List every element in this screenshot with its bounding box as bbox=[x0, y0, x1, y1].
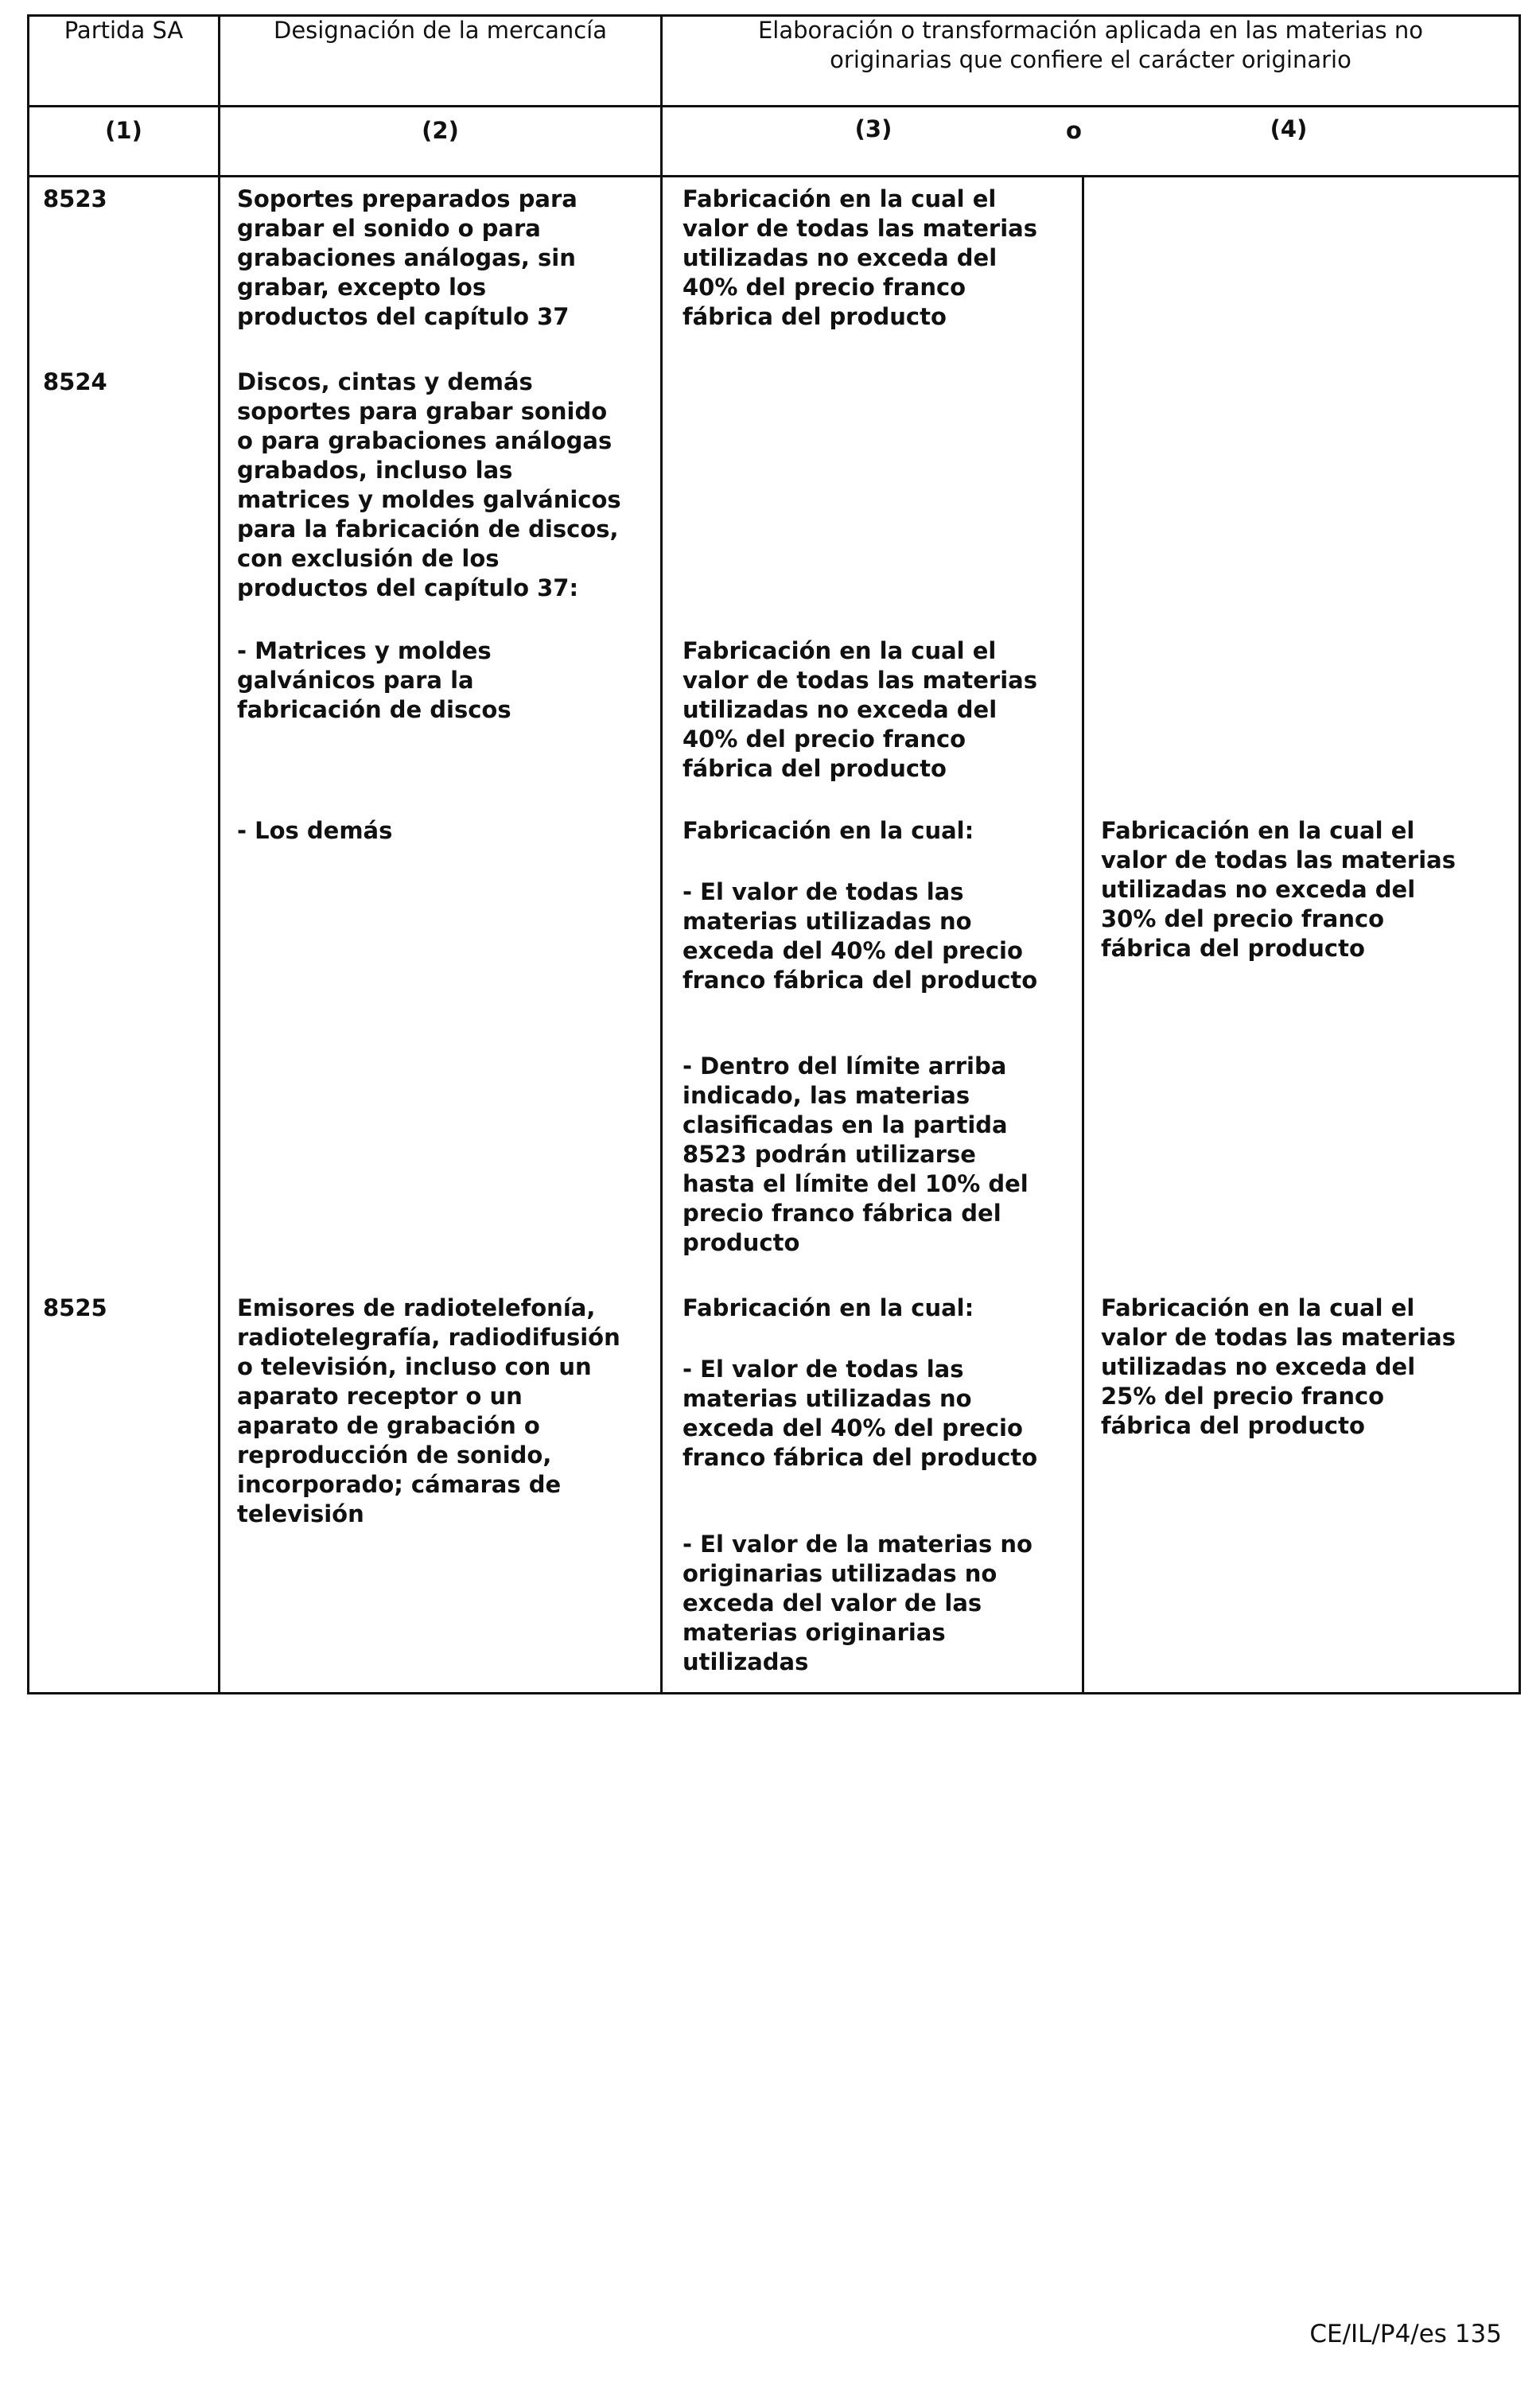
designation-text: Discos, cintas y demás soportes para grabar sonido o para grabaciones análogas grabados, incluso las matrices y moldes galvánicos para la fabricación de discos, con exclusión de los productos del capítulo 37: bbox=[237, 368, 621, 601]
column-divider bbox=[1082, 177, 1084, 1694]
partida-code: 8523 bbox=[43, 185, 107, 212]
designation-text: - Matrices y moldes galvánicos para la fabricación de discos bbox=[237, 637, 511, 723]
partida-code: 8524 bbox=[43, 368, 107, 395]
rule-col3-condition: - El valor de la materias no originarias utilizadas no exceda del valor de las materias originarias utilizadas bbox=[682, 1531, 1032, 1675]
designation-text: - Los demás bbox=[237, 817, 393, 844]
header-rule bbox=[27, 105, 1521, 107]
page-reference: CE/IL/P4/es 135 bbox=[1309, 2320, 1502, 2348]
header-designacion: Designación de la mercancía bbox=[274, 17, 607, 44]
rule-col3-condition: - El valor de todas las materias utilizadas no exceda del 40% del precio franco fábrica del producto bbox=[682, 878, 1038, 994]
subheader-col3: (3) bbox=[854, 115, 892, 142]
header-elaboracion: Elaboración o transformación aplicada en las materias no originarias que confiere el carácter originario bbox=[757, 17, 1423, 73]
rule-col3-intro: Fabricación en la cual: bbox=[682, 817, 974, 844]
subheader-or: o bbox=[1066, 117, 1082, 144]
column-divider bbox=[218, 14, 220, 1694]
partida-code: 8525 bbox=[43, 1294, 107, 1321]
rule-col4-text: Fabricación en la cual el valor de todas las materias utilizadas no exceda del 25% del precio franco fábrica del producto bbox=[1101, 1294, 1456, 1439]
rule-col3-intro: Fabricación en la cual: bbox=[682, 1294, 974, 1321]
rule-col4-text: Fabricación en la cual el valor de todas las materias utilizadas no exceda del 30% del precio franco fábrica del producto bbox=[1101, 817, 1456, 962]
column-divider bbox=[660, 14, 663, 1694]
subheader-col1: (1) bbox=[105, 117, 142, 144]
header-partida: Partida SA bbox=[64, 17, 184, 44]
subheader-col2: (2) bbox=[422, 117, 459, 144]
rule-col3-condition: - Dentro del límite arriba indicado, las materias clasificadas en la partida 8523 podrán utilizarse hasta el límite del 10% del precio franco fábrica del producto bbox=[682, 1052, 1029, 1256]
rule-col3-text: Fabricación en la cual el valor de todas las materias utilizadas no exceda del 40% del precio franco fábrica del producto bbox=[682, 637, 1037, 782]
rule-col3-condition: - El valor de todas las materias utilizadas no exceda del 40% del precio franco fábrica del producto bbox=[682, 1356, 1038, 1471]
header-rule bbox=[27, 175, 1521, 177]
subheader-col4: (4) bbox=[1270, 115, 1308, 142]
designation-text: Emisores de radiotelefonía, radiotelegrafía, radiodifusión o televisión, incluso con un aparato receptor o un aparato de grabación o reproducción de sonido, incorporado; cámaras de televisión bbox=[237, 1294, 620, 1527]
designation-text: Soportes preparados para grabar el sonido o para grabaciones análogas, sin grabar, excepto los productos del capítulo 37 bbox=[237, 185, 578, 330]
rule-col3-text: Fabricación en la cual el valor de todas las materias utilizadas no exceda del 40% del precio franco fábrica del producto bbox=[682, 185, 1037, 330]
